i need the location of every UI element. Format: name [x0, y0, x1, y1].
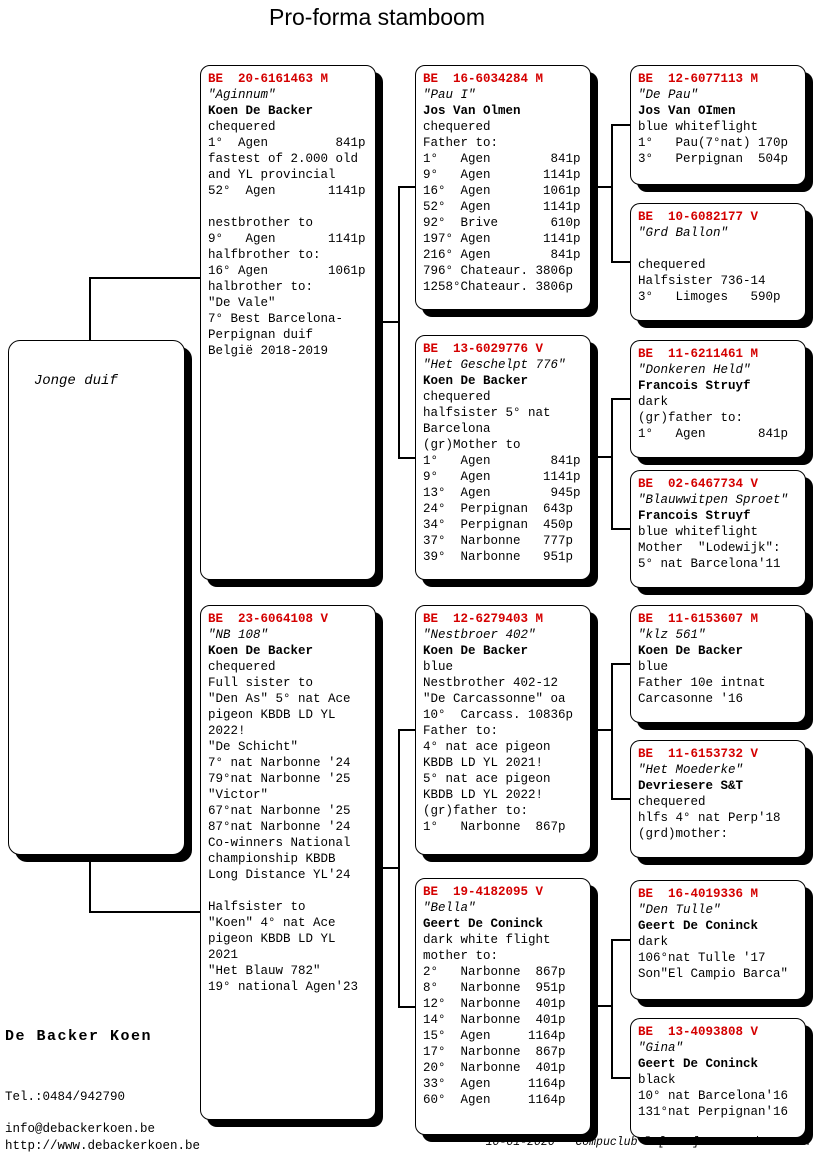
box-line: pigeon KBDB LD YL: [208, 932, 336, 946]
box-line: 216° Agen 841p: [423, 248, 581, 262]
box-line: Long Distance YL'24: [208, 868, 351, 882]
box-line: dark: [638, 935, 669, 949]
connector-line: [375, 867, 399, 869]
box-line: KBDB LD YL 2021!: [423, 756, 544, 770]
ring-number: BE 19-4182095 V: [423, 885, 544, 899]
box-line: 92° Brive 610p: [423, 216, 581, 230]
connector-line: [398, 729, 415, 731]
connector-line: [398, 457, 415, 459]
box-line: "Aginnum": [208, 88, 276, 102]
box-line: 33° Agen 1164p: [423, 1077, 566, 1091]
box-line: Co-winners National: [208, 836, 351, 850]
pedigree-box: [630, 203, 806, 321]
box-line: 60° Agen 1164p: [423, 1093, 566, 1107]
box-line: mother to:: [423, 949, 499, 963]
box-line: 87°nat Narbonne '24: [208, 820, 351, 834]
box-line: België 2018-2019: [208, 344, 329, 358]
ring-number: BE 20-6161463 M: [208, 72, 329, 86]
box-line: 4° nat ace pigeon: [423, 740, 551, 754]
pedigree-box: [630, 65, 806, 185]
connector-line: [611, 663, 630, 665]
box-line: [208, 199, 368, 215]
connector-line: [611, 125, 613, 263]
pedigree-box: [630, 470, 806, 588]
connector-line: [89, 277, 200, 279]
connector-line: [590, 186, 612, 188]
box-line: 5° nat ace pigeon: [423, 772, 551, 786]
ring-number: BE 23-6064108 V: [208, 612, 329, 626]
box-line: 34° Perpignan 450p: [423, 518, 574, 532]
footer-credit: 10-01-2026 Compuclub © [9.48] De Backer Koen: [485, 1136, 810, 1149]
box-line: "Blauwwitpen Sproet": [638, 493, 789, 507]
box-line: "De Carcassonne" oa: [423, 692, 566, 706]
box-line: chequered: [638, 795, 706, 809]
box-line: Koen De Backer: [208, 644, 314, 658]
box-line: Halfsister 736-14: [638, 274, 766, 288]
box-line: 197° Agen 1141p: [423, 232, 581, 246]
ring-number: BE 11-6153732 V: [638, 747, 759, 761]
ring-number: BE 13-4093808 V: [638, 1025, 759, 1039]
box-line: Jos Van OImen: [638, 104, 736, 118]
connector-line: [611, 940, 613, 1079]
box-line: 1° Narbonne 867p: [423, 820, 566, 834]
box-line: "NB 108": [208, 628, 269, 642]
connector-line: [398, 730, 400, 1007]
box-line: "De Vale": [208, 296, 276, 310]
box-line: Devriesere S&T: [638, 779, 744, 793]
box-line: hlfs 4° nat Perp'18: [638, 811, 781, 825]
box-line: 10° Carcass. 10836p: [423, 708, 574, 722]
box-line: "De Schicht": [208, 740, 299, 754]
connector-line: [590, 1005, 612, 1007]
connector-line: [611, 528, 630, 530]
box-line: chequered: [208, 660, 276, 674]
box-line: Koen De Backer: [208, 104, 314, 118]
box-line: 17° Narbonne 867p: [423, 1045, 566, 1059]
box-line: 106°nat Tulle '17: [638, 951, 766, 965]
owner-email: info@debackerkoen.be: [5, 1122, 156, 1136]
box-line: chequered: [638, 258, 706, 272]
box-line: fastest of 2.000 old: [208, 152, 359, 166]
box-line: 20° Narbonne 401p: [423, 1061, 566, 1075]
owner-block: [5, 1028, 152, 1045]
box-line: [638, 241, 798, 257]
box-line: "Donkeren Held": [638, 363, 751, 377]
ring-number: BE 11-6211461 M: [638, 347, 759, 361]
box-line: 1° Pau(7°nat) 170p: [638, 136, 789, 150]
connector-line: [611, 399, 613, 530]
owner-phone: Tel.:0484/942790: [5, 1090, 126, 1104]
connector-line: [590, 456, 612, 458]
box-line: "Pau I": [423, 88, 476, 102]
box-line: 9° Agen 1141p: [208, 232, 366, 246]
box-line: 1° Agen 841p: [208, 136, 366, 150]
box-line: 3° Limoges 590p: [638, 290, 781, 304]
box-line: 67°nat Narbonne '25: [208, 804, 351, 818]
box-line: 9° Agen 1141p: [423, 470, 581, 484]
pedigree-box: [415, 65, 591, 310]
box-line: blue: [423, 660, 454, 674]
box-line: Barcelona: [423, 422, 491, 436]
box-line: 2° Narbonne 867p: [423, 965, 566, 979]
box-line: 52° Agen 1141p: [208, 184, 366, 198]
box-line: Father to:: [423, 724, 499, 738]
subject-box: [8, 340, 185, 855]
box-line: (gr)Mother to: [423, 438, 521, 452]
box-line: [208, 883, 368, 899]
box-line: "Den As" 5° nat Ace: [208, 692, 351, 706]
box-line: 8° Narbonne 951p: [423, 981, 566, 995]
box-line: nestbrother to: [208, 216, 314, 230]
box-line: halbrother to:: [208, 280, 314, 294]
owner-name: De Backer Koen: [5, 1028, 153, 1045]
box-line: dark white flight: [423, 933, 551, 947]
box-line: dark: [638, 395, 669, 409]
connector-line: [375, 321, 399, 323]
subject-label: Jonge duif: [33, 373, 118, 389]
box-line: 3° Perpignan 504p: [638, 152, 789, 166]
box-line: "Het Blauw 782": [208, 964, 321, 978]
box-line: 131°nat Perpignan'16: [638, 1105, 789, 1119]
owner-website: http://www.debackerkoen.be: [5, 1139, 201, 1153]
ring-number: BE 11-6153607 M: [638, 612, 759, 626]
connector-line: [611, 124, 630, 126]
connector-line: [611, 939, 630, 941]
box-line: "Het Moederke": [638, 763, 744, 777]
box-line: "Grd Ballon": [638, 226, 729, 240]
box-line: 2022!: [208, 724, 246, 738]
box-line: 1° Agen 841p: [423, 454, 581, 468]
ring-number: BE 16-4019336 M: [638, 887, 759, 901]
box-line: "Victor": [208, 788, 269, 802]
box-line: 16° Agen 1061p: [423, 184, 581, 198]
box-line: 24° Perpignan 643p: [423, 502, 574, 516]
pedigree-box: [630, 340, 806, 458]
box-line: 796° Chateaur. 3806p: [423, 264, 574, 278]
box-line: (gr)father to:: [423, 804, 529, 818]
connector-line: [590, 729, 612, 731]
box-line: championship KBDB: [208, 852, 336, 866]
box-line: 9° Agen 1141p: [423, 168, 581, 182]
box-line: "De Pau": [638, 88, 699, 102]
box-line: (grd)mother:: [638, 827, 729, 841]
box-line: "Nestbroer 402": [423, 628, 536, 642]
ring-number: BE 10-6082177 V: [638, 210, 759, 224]
box-line: 12° Narbonne 401p: [423, 997, 566, 1011]
box-line: blue: [638, 660, 669, 674]
box-line: Son"El Campio Barca": [638, 967, 789, 981]
box-line: Nestbrother 402-12: [423, 676, 559, 690]
box-line: Halfsister to: [208, 900, 306, 914]
ring-number: BE 13-6029776 V: [423, 342, 544, 356]
box-line: blue whiteflight: [638, 120, 759, 134]
connector-line: [611, 398, 630, 400]
box-line: Geert De Coninck: [638, 1057, 759, 1071]
connector-line: [611, 798, 630, 800]
pedigree-box: [630, 740, 806, 858]
box-line: halfsister 5° nat: [423, 406, 551, 420]
box-line: Perpignan duif: [208, 328, 314, 342]
box-line: 16° Agen 1061p: [208, 264, 366, 278]
connector-line: [398, 1006, 415, 1008]
box-line: Carcasonne '16: [638, 692, 744, 706]
box-line: 15° Agen 1164p: [423, 1029, 566, 1043]
box-line: pigeon KBDB LD YL: [208, 708, 336, 722]
box-line: Full sister to: [208, 676, 314, 690]
connector-line: [398, 186, 415, 188]
box-line: 37° Narbonne 777p: [423, 534, 574, 548]
box-line: 79°nat Narbonne '25: [208, 772, 351, 786]
pedigree-box: [415, 335, 591, 580]
box-line: 7° nat Narbonne '24: [208, 756, 351, 770]
box-line: 14° Narbonne 401p: [423, 1013, 566, 1027]
box-line: 1258°Chateaur. 3806p: [423, 280, 574, 294]
pedigree-box: [630, 1018, 806, 1138]
box-line: halfbrother to:: [208, 248, 321, 262]
box-line: blue whiteflight: [638, 525, 759, 539]
box-line: 13° Agen 945p: [423, 486, 581, 500]
box-line: 2021: [208, 948, 239, 962]
box-line: Koen De Backer: [638, 644, 744, 658]
box-line: chequered: [208, 120, 276, 134]
box-line: "klz 561": [638, 628, 706, 642]
box-line: Koen De Backer: [423, 374, 529, 388]
box-line: Father 10e intnat: [638, 676, 766, 690]
box-line: 10° nat Barcelona'16: [638, 1089, 789, 1103]
ring-number: BE 12-6279403 M: [423, 612, 544, 626]
box-line: 1° Agen 841p: [423, 152, 581, 166]
connector-line: [398, 187, 400, 458]
connector-line: [611, 261, 630, 263]
box-line: Francois Struyf: [638, 509, 751, 523]
pedigree-box: [630, 605, 806, 723]
box-line: Geert De Coninck: [638, 919, 759, 933]
box-line: "Gina": [638, 1041, 684, 1055]
box-line: Mother "Lodewijk":: [638, 541, 781, 555]
box-line: 39° Narbonne 951p: [423, 550, 574, 564]
box-line: 52° Agen 1141p: [423, 200, 581, 214]
box-line: Father to:: [423, 136, 499, 150]
box-line: "Koen" 4° nat Ace: [208, 916, 336, 930]
box-line: Geert De Coninck: [423, 917, 544, 931]
box-line: Koen De Backer: [423, 644, 529, 658]
page-title: Pro-forma stamboom: [268, 4, 486, 30]
pedigree-box: [200, 605, 376, 1120]
connector-line: [611, 664, 613, 800]
box-line: 1° Agen 841p: [638, 427, 789, 441]
box-line: "Bella": [423, 901, 476, 915]
box-line: (gr)father to:: [638, 411, 744, 425]
connector-line: [611, 1077, 630, 1079]
box-line: 7° Best Barcelona-: [208, 312, 344, 326]
connector-line: [89, 911, 200, 913]
box-line: chequered: [423, 390, 491, 404]
box-line: black: [638, 1073, 676, 1087]
ring-number: BE 12-6077113 M: [638, 72, 759, 86]
box-line: Jos Van Olmen: [423, 104, 521, 118]
box-line: "Het Geschelpt 776": [423, 358, 566, 372]
box-line: Francois Struyf: [638, 379, 751, 393]
pedigree-box: [630, 880, 806, 1000]
box-line: 19° national Agen'23: [208, 980, 359, 994]
pedigree-box: [200, 65, 376, 580]
box-line: chequered: [423, 120, 491, 134]
pedigree-box: [415, 878, 591, 1135]
ring-number: BE 16-6034284 M: [423, 72, 544, 86]
ring-number: BE 02-6467734 V: [638, 477, 759, 491]
box-line: "Den Tulle": [638, 903, 721, 917]
box-line: KBDB LD YL 2022!: [423, 788, 544, 802]
box-line: 5° nat Barcelona'11: [638, 557, 781, 571]
pedigree-box: [415, 605, 591, 855]
box-line: and YL provincial: [208, 168, 336, 182]
